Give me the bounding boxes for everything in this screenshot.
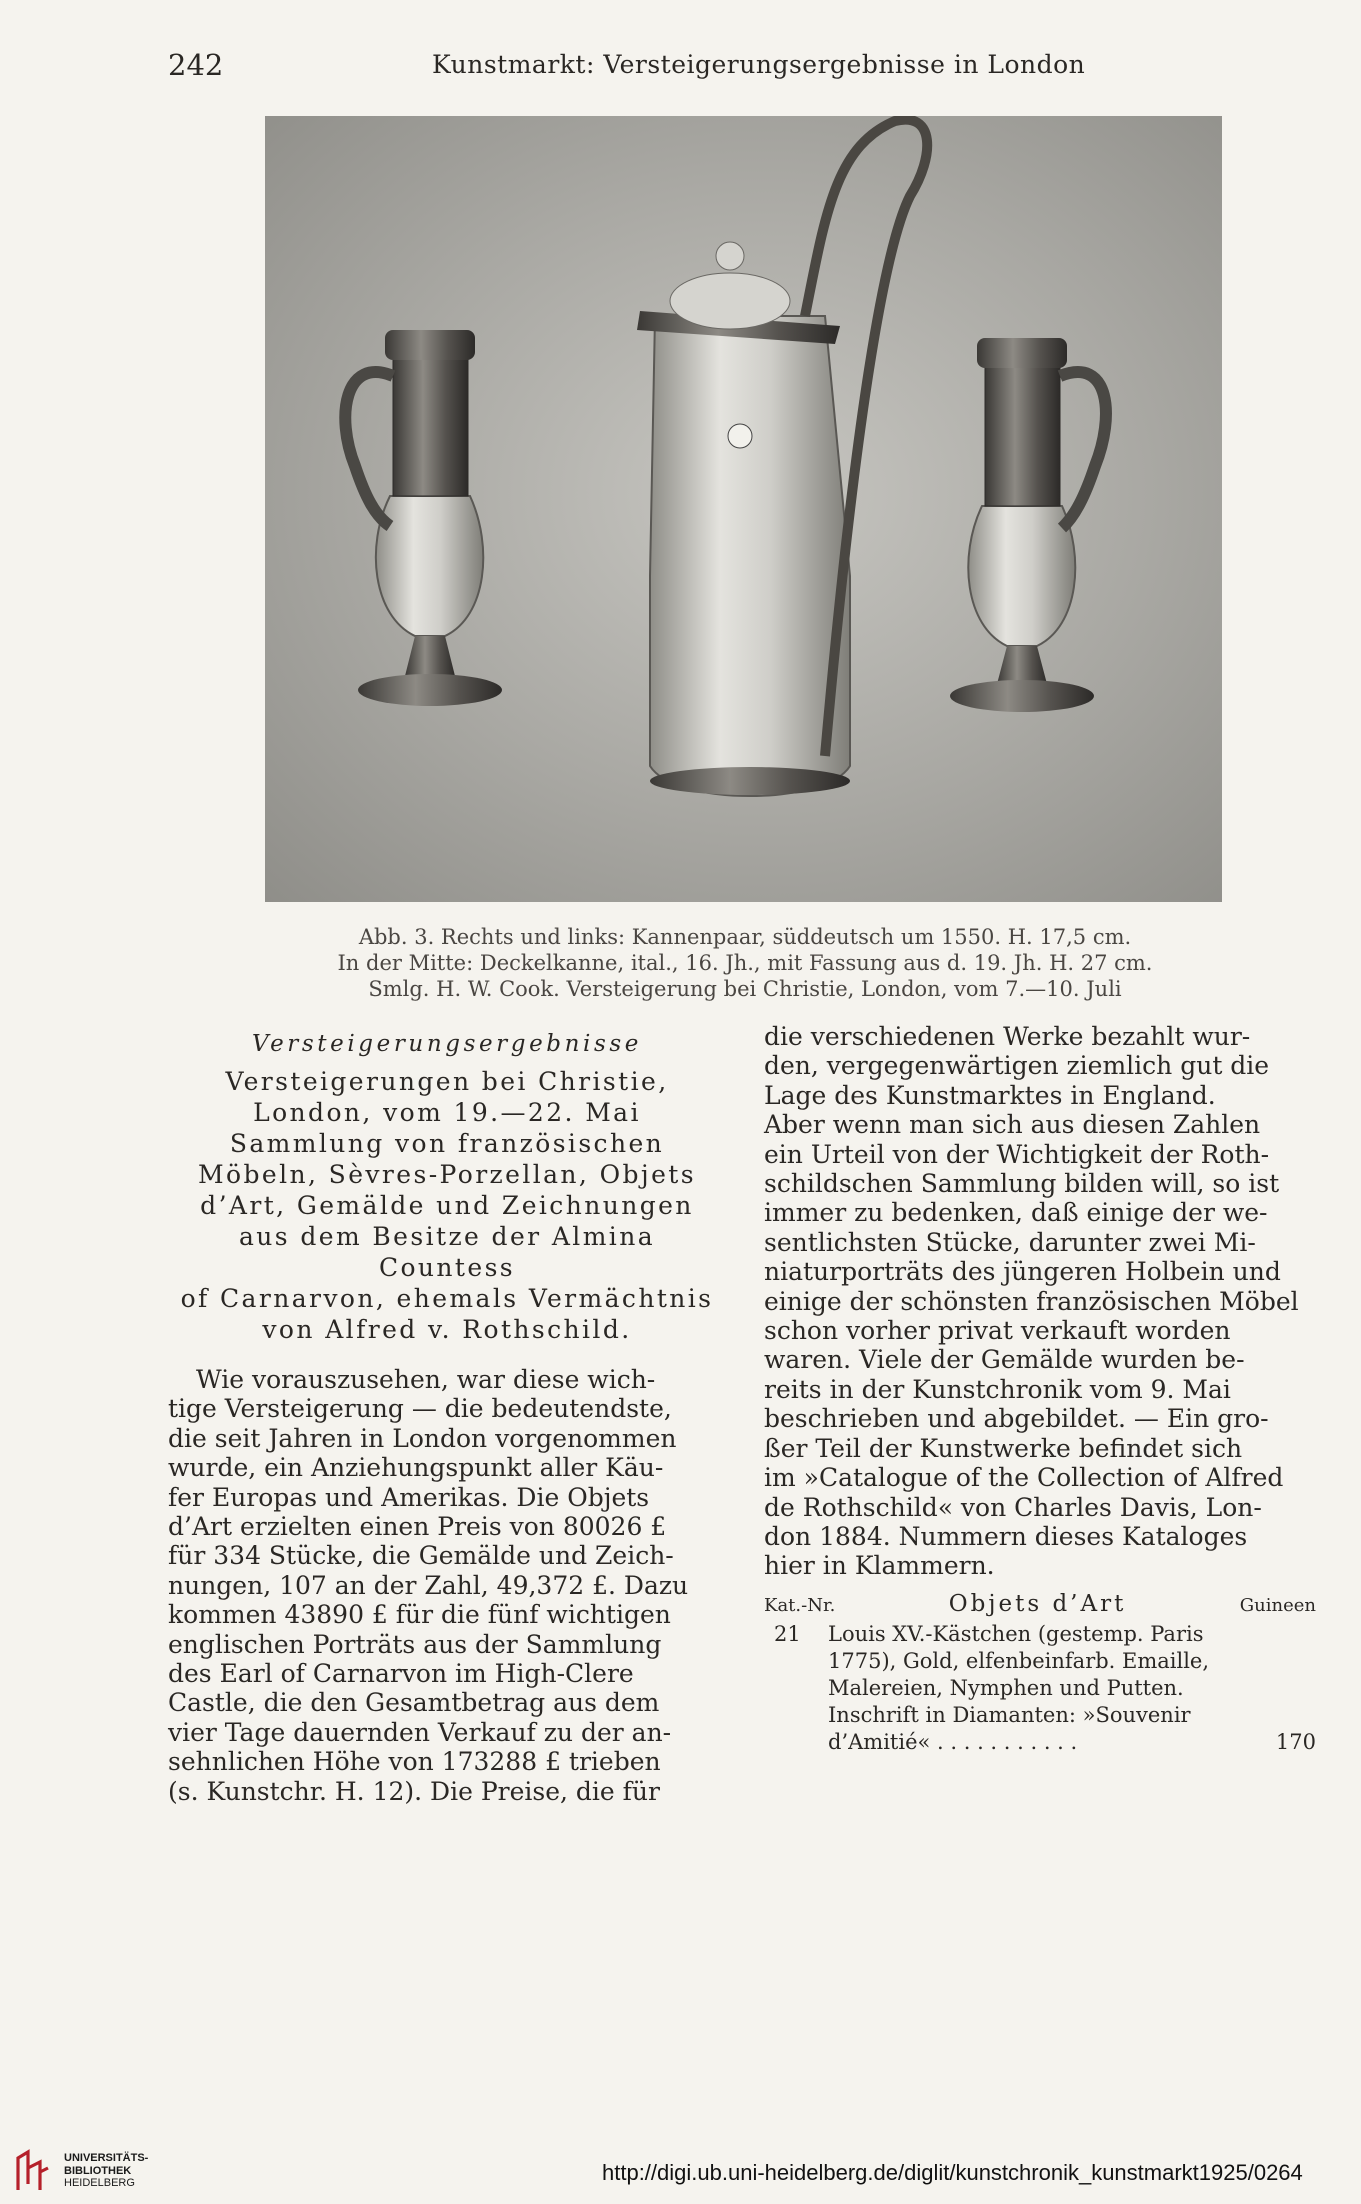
caption-line: In der Mitte: Deckelkanne, ital., 16. Jh., mit Fassung aus d. 19. Jh. H. 27 cm. <box>337 951 1153 975</box>
catalog-entry <box>764 1621 1316 1756</box>
left-column <box>168 1030 726 1806</box>
sale-heading-line: von Alfred v. Rothschild. <box>262 1315 632 1344</box>
text-line: die verschiedenen Werke bezahlt wur- <box>764 1022 1251 1051</box>
catalog-entry-line: 1775), Gold, elfenbeinfarb. Emaille, <box>828 1648 1210 1673</box>
text-line: tige Versteigerung — die bedeutendste, <box>168 1394 672 1424</box>
sale-heading-line: Versteigerungen bei Christie, <box>225 1067 669 1096</box>
sale-heading-line: aus dem Besitze der Almina Countess <box>238 1222 656 1282</box>
page-number: 242 <box>168 48 224 82</box>
left-ewer <box>345 330 502 706</box>
text-line: die seit Jahren in London vorgenommen <box>168 1423 677 1453</box>
catalog-entry-number: 21 <box>774 1621 801 1646</box>
text-line: (s. Kunstchr. H. 12). Die Preise, die für <box>168 1776 660 1806</box>
text-line: sentlichsten Stücke, darunter zwei Mi- <box>764 1227 1256 1257</box>
library-name-line: UNIVERSITÄTS- <box>64 2152 149 2164</box>
catalog-entry-line: Malereien, Nymphen und Putten. <box>828 1675 1184 1700</box>
catalog-entry-line: Inschrift in Diamanten: »Souvenir <box>828 1702 1191 1727</box>
catalog-entry-price-line <box>828 1729 1316 1756</box>
catalog-entry-price: 170 <box>1275 1729 1316 1754</box>
text-line: für 334 Stücke, die Gemälde und Zeich- <box>168 1541 674 1571</box>
right-body-text <box>764 1022 1316 1581</box>
catalog-section-title: Objets d’Art <box>948 1590 1127 1617</box>
text-line: kommen 43890 £ für die fünf wichtigen <box>168 1600 671 1630</box>
text-line: nungen, 107 an der Zahl, 49,372 £. Dazu <box>168 1570 689 1600</box>
text-line: einige der schönsten französischen Möbel <box>764 1286 1299 1316</box>
currency-label: Guineen <box>1239 1594 1316 1616</box>
library-logo[interactable] <box>14 2148 184 2194</box>
catalog-entry-text <box>828 1621 1316 1756</box>
text-line: fer Europas und Amerikas. Die Objets <box>168 1482 650 1512</box>
jugs-illustration <box>265 116 1222 902</box>
center-jug <box>637 120 927 796</box>
sale-heading <box>168 1066 726 1345</box>
right-column <box>764 1022 1316 1756</box>
text-line: englischen Porträts aus der Sammlung <box>168 1629 662 1659</box>
sale-heading-line: London, vom 19.—22. Mai <box>253 1098 641 1127</box>
library-mark-icon <box>14 2148 52 2194</box>
left-body-text <box>168 1365 726 1806</box>
catalog-entry-line: Louis XV.-Kästchen (gestemp. Paris <box>828 1621 1204 1646</box>
figure-caption <box>268 924 1222 1002</box>
right-ewer <box>950 338 1106 712</box>
text-line: Wie vorauszusehen, war diese wich- <box>196 1365 656 1394</box>
text-line: de Rothschild« von Charles Davis, Lon- <box>764 1492 1262 1522</box>
library-name-line: BIBLIOTHEK <box>64 2164 132 2177</box>
text-line: den, vergegenwärtigen ziemlich gut die <box>764 1051 1270 1081</box>
text-line: wurde, ein Anziehungspunkt aller Käu- <box>168 1453 664 1483</box>
kat-nr-label: Kat.-Nr. <box>764 1594 836 1616</box>
sale-heading-line: Sammlung von französischen <box>229 1129 665 1158</box>
catalog-entry-last-line: d’Amitié« . . . . . . . . . . . <box>828 1729 1078 1754</box>
catalog-header <box>764 1591 1316 1617</box>
text-line: Aber wenn man sich aus diesen Zahlen <box>764 1110 1261 1140</box>
text-line: ßer Teil der Kunstwerke befindet sich <box>764 1433 1243 1463</box>
text-line: waren. Viele der Gemälde wurden be- <box>764 1345 1245 1375</box>
running-head: Kunstmarkt: Versteigerungsergebnisse in London <box>432 50 1086 79</box>
text-line: schon vorher privat verkauft worden <box>764 1316 1231 1346</box>
text-line: vier Tage dauernden Verkauf zu der an- <box>168 1717 672 1747</box>
figure-photograph <box>265 116 1222 902</box>
library-name-line: HEIDELBERG <box>64 2177 135 2189</box>
text-line: im »Catalogue of the Collection of Alfred <box>764 1463 1284 1493</box>
sale-heading-line: Möbeln, Sèvres-Porzellan, Objets <box>198 1160 696 1189</box>
caption-line: Abb. 3. Rechts und links: Kannenpaar, süddeutsch um 1550. H. 17,5 cm. <box>358 925 1132 949</box>
text-line: schildschen Sammlung bilden will, so ist <box>764 1169 1280 1199</box>
text-line: Castle, die den Gesamtbetrag aus dem <box>168 1688 660 1718</box>
section-heading: Versteigerungsergebnisse <box>251 1031 643 1057</box>
text-line: d’Art erzielten einen Preis von 80026 £ <box>168 1512 667 1542</box>
text-line: Lage des Kunstmarktes in England. <box>764 1080 1216 1110</box>
text-line: beschrieben und abgebildet. — Ein gro- <box>764 1404 1269 1434</box>
text-line: reits in der Kunstchronik vom 9. Mai <box>764 1374 1231 1404</box>
text-line: hier in Klammern. <box>764 1551 995 1581</box>
sale-heading-line: of Carnarvon, ehemals Vermächtnis <box>180 1284 714 1313</box>
text-line: don 1884. Nummern dieses Kataloges <box>764 1521 1248 1551</box>
text-line: ein Urteil von der Wichtigkeit der Roth- <box>764 1139 1270 1169</box>
sale-heading-line: d’Art, Gemälde und Zeichnungen <box>200 1191 694 1220</box>
library-name <box>64 2152 148 2190</box>
text-line: niaturporträts des jüngeren Holbein und <box>764 1257 1281 1287</box>
source-url-link[interactable]: http://digi.ub.uni-heidelberg.de/diglit/kunstchronik_kunstmarkt1925/0264 <box>602 2160 1303 2185</box>
text-line: des Earl of Carnarvon im High-Clere <box>168 1659 634 1689</box>
text-line: immer zu bedenken, daß einige der we- <box>764 1198 1268 1228</box>
caption-line: Smlg. H. W. Cook. Versteigerung bei Christie, London, vom 7.—10. Juli <box>368 977 1122 1001</box>
text-line: sehnlichen Höhe von 173288 £ trieben <box>168 1747 661 1777</box>
